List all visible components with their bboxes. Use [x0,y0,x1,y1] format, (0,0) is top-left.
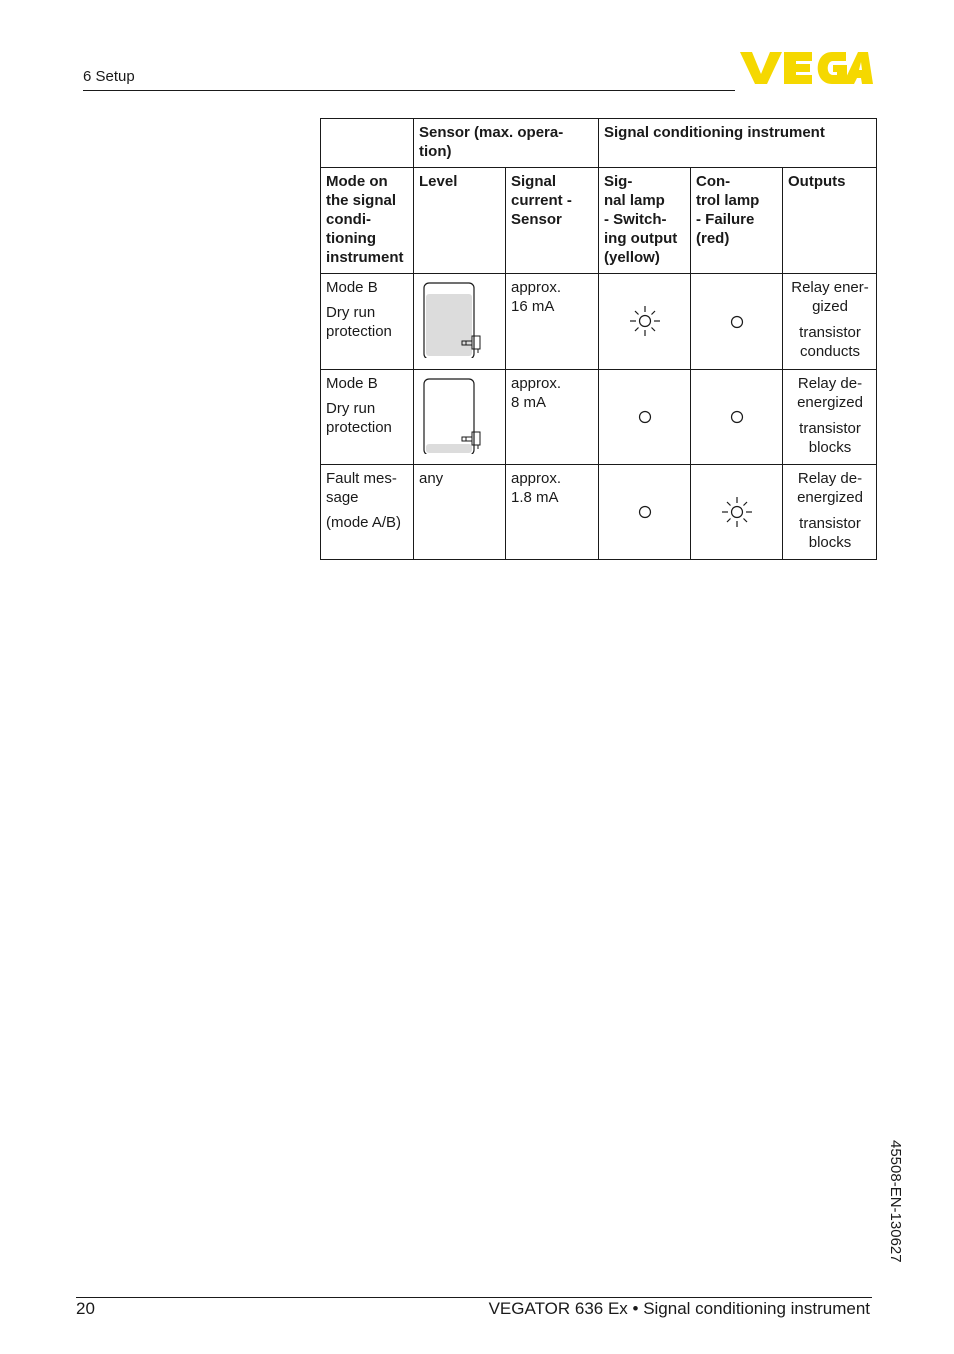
table-row [321,464,877,559]
header-signal-current: Signal current - Sensor [506,168,599,274]
signal-lamp-cell [599,274,691,369]
lamp-off-icon [729,409,745,425]
header-sensor: Sensor (max. opera- tion) [414,119,599,168]
table-row [321,274,877,369]
footer-rule [76,1297,872,1298]
output-relay: Relay de- energized [797,469,863,506]
table-subheader-row [321,168,877,274]
tank-empty-icon [422,374,502,454]
mode-label: Mode B [326,279,378,297]
lamp-on-icon [720,495,754,529]
lamp-on-icon [628,304,662,338]
output-transistor: transistor conducts [799,324,861,361]
mode-label: Fault mes- sage [326,469,397,506]
outputs-cell [783,274,877,369]
header-level: Level [414,168,506,274]
output-transistor: transistor blocks [799,514,861,551]
level-cell: any [414,464,506,559]
current-cell: approx. 1.8 mA [506,464,599,559]
output-relay: Relay de- energized [797,374,863,411]
outputs-cell [783,464,877,559]
signal-lamp-cell [599,369,691,464]
mode-label: Mode B [326,374,378,392]
output-relay: Relay ener- gized [791,279,869,316]
current-cell: approx. 16 mA [506,274,599,369]
mode-cell [321,369,414,464]
level-cell [414,369,506,464]
lamp-off-icon [637,504,653,520]
header-outputs: Outputs [783,168,877,274]
document-code: 45508-EN-130627 [887,1140,904,1263]
table-header-row [321,119,877,168]
control-lamp-cell [691,369,783,464]
mode-cell [321,274,414,369]
outputs-cell [783,369,877,464]
lamp-off-icon [729,314,745,330]
header-instrument: Signal conditioning instrument [599,119,877,168]
header-control-lamp: Con- trol lamp - Failure (red) [691,168,783,274]
page-number: 20 [76,1299,95,1318]
table-row [321,369,877,464]
footer-title: VEGATOR 636 Ex • Signal conditioning instrument [488,1299,870,1318]
tank-full-icon [422,278,502,358]
header-rule [83,90,735,91]
signal-lamp-cell [599,464,691,559]
header-empty-cell [321,119,414,168]
signal-table [320,118,877,560]
mode-detail: Dry run protection [326,304,392,341]
header-mode: Mode on the signal condi- tioning instrument [321,168,414,274]
mode-detail: (mode A/B) [326,513,402,531]
header-signal-lamp: Sig- nal lamp - Switch- ing output (yellow) [599,168,691,274]
current-cell: approx. 8 mA [506,369,599,464]
control-lamp-cell [691,274,783,369]
vega-logo [740,50,873,86]
lamp-off-icon [637,409,653,425]
level-cell [414,274,506,369]
mode-cell [321,464,414,559]
control-lamp-cell [691,464,783,559]
mode-detail: Dry run protection [326,399,392,436]
output-transistor: transistor blocks [799,419,861,456]
section-label: 6 Setup [83,68,135,85]
